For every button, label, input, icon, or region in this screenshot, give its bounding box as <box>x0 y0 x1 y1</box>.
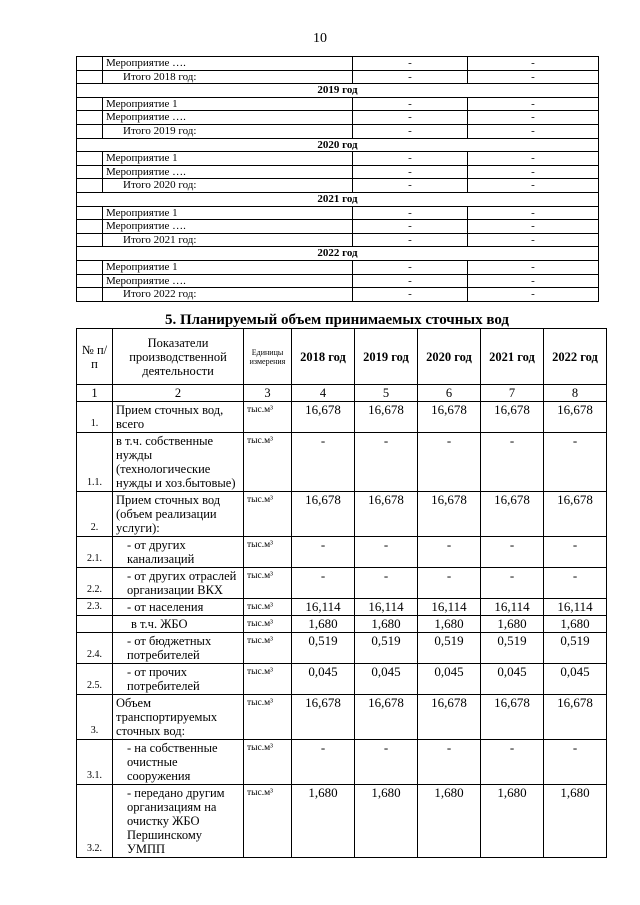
table-row <box>77 785 607 858</box>
blank-cell <box>77 274 103 288</box>
value-cell: - <box>353 57 468 71</box>
table-row <box>77 664 607 695</box>
table-row <box>77 740 607 785</box>
header-2021: 2021 год <box>481 329 544 385</box>
value-cell: 16,114 <box>292 599 355 616</box>
value-cell: 16,678 <box>292 695 355 740</box>
value-cell: 16,678 <box>544 402 607 433</box>
value-cell: - <box>468 70 599 84</box>
value-cell: 0,519 <box>481 633 544 664</box>
value-cell: - <box>353 97 468 111</box>
value-cell: 16,678 <box>418 695 481 740</box>
value-cell: - <box>468 260 599 274</box>
indicator-label: Прием сточных вод (объем реализации услуги): <box>113 492 244 537</box>
row-number: 2.5. <box>77 664 113 695</box>
year-header-row <box>77 192 599 206</box>
unit-cell: тыс.м³ <box>244 695 292 740</box>
value-cell: 16,678 <box>418 492 481 537</box>
section-title: 5. Планируемый объем принимаемых сточных вод <box>164 312 510 328</box>
col-number: 5 <box>355 385 418 402</box>
value-cell: - <box>353 70 468 84</box>
measure-row <box>77 274 599 288</box>
table-row <box>77 492 607 537</box>
value-cell: 1,680 <box>481 785 544 858</box>
value-cell: - <box>292 537 355 568</box>
total-row <box>77 179 599 193</box>
measure-label: Мероприятие 1 <box>103 206 353 220</box>
value-cell: - <box>353 260 468 274</box>
value-cell: - <box>353 152 468 166</box>
year-header-row <box>77 84 599 98</box>
header-2022: 2022 год <box>544 329 607 385</box>
value-cell: - <box>418 433 481 492</box>
value-cell: - <box>355 568 418 599</box>
value-cell: - <box>418 740 481 785</box>
value-cell: - <box>468 124 599 138</box>
blank-cell <box>77 233 103 247</box>
value-cell: - <box>544 433 607 492</box>
value-cell: - <box>468 97 599 111</box>
col-number: 3 <box>244 385 292 402</box>
row-number: 1.1. <box>77 433 113 492</box>
value-cell: 1,680 <box>292 785 355 858</box>
unit-cell: тыс.м³ <box>244 785 292 858</box>
value-cell: - <box>355 740 418 785</box>
value-cell: 1,680 <box>481 616 544 633</box>
value-cell: - <box>468 179 599 193</box>
value-cell: 0,045 <box>355 664 418 695</box>
value-cell: - <box>353 124 468 138</box>
measures-table <box>76 56 599 302</box>
value-cell: 0,519 <box>418 633 481 664</box>
header-2019: 2019 год <box>355 329 418 385</box>
unit-cell: тыс.м³ <box>244 433 292 492</box>
value-cell: - <box>544 568 607 599</box>
value-cell: 1,680 <box>544 785 607 858</box>
value-cell: 16,678 <box>481 402 544 433</box>
row-number: 2.3. <box>77 599 113 616</box>
total-label: Итого 2018 год: <box>103 70 353 84</box>
total-row <box>77 70 599 84</box>
col-number: 8 <box>544 385 607 402</box>
column-number-row <box>77 385 607 402</box>
col-number: 2 <box>113 385 244 402</box>
value-cell: 1,680 <box>355 785 418 858</box>
col-number: 6 <box>418 385 481 402</box>
indicator-label: - от населения <box>113 599 244 616</box>
value-cell: - <box>481 740 544 785</box>
value-cell: - <box>418 537 481 568</box>
indicator-label: Прием сточных вод, всего <box>113 402 244 433</box>
value-cell: 16,678 <box>544 695 607 740</box>
value-cell: 16,678 <box>355 695 418 740</box>
value-cell: - <box>468 220 599 234</box>
total-label: Итого 2021 год: <box>103 233 353 247</box>
value-cell: 16,114 <box>355 599 418 616</box>
blank-cell <box>77 57 103 71</box>
value-cell: 0,519 <box>355 633 418 664</box>
value-cell: 0,519 <box>292 633 355 664</box>
value-cell: - <box>292 433 355 492</box>
row-number: 3. <box>77 695 113 740</box>
year-label: 2020 год <box>77 138 599 152</box>
value-cell: - <box>292 568 355 599</box>
measure-row <box>77 260 599 274</box>
value-cell: - <box>468 57 599 71</box>
indicator-label: - передано другим организациям на очистку ЖБО Першинскому УМПП <box>113 785 244 858</box>
table-row <box>77 402 607 433</box>
measure-label: Мероприятие 1 <box>103 97 353 111</box>
value-cell: - <box>481 537 544 568</box>
table-row <box>77 599 607 616</box>
value-cell: - <box>468 165 599 179</box>
blank-cell <box>77 152 103 166</box>
unit-cell: тыс.м³ <box>244 537 292 568</box>
value-cell: - <box>353 206 468 220</box>
value-cell: 16,678 <box>481 695 544 740</box>
blank-cell <box>77 206 103 220</box>
value-cell: - <box>481 568 544 599</box>
header-2020: 2020 год <box>418 329 481 385</box>
measure-label: Мероприятие …. <box>103 274 353 288</box>
blank-cell <box>77 111 103 125</box>
value-cell: 16,678 <box>355 402 418 433</box>
indicator-label: Объем транспортируемых сточных вод: <box>113 695 244 740</box>
table-row <box>77 695 607 740</box>
unit-cell: тыс.м³ <box>244 740 292 785</box>
value-cell: 1,680 <box>418 785 481 858</box>
indicator-label: - от бюджетных потребителей <box>113 633 244 664</box>
value-cell: - <box>353 165 468 179</box>
year-label: 2022 год <box>77 247 599 261</box>
value-cell: 0,045 <box>481 664 544 695</box>
unit-cell: тыс.м³ <box>244 568 292 599</box>
measure-row <box>77 97 599 111</box>
value-cell: 16,114 <box>481 599 544 616</box>
total-row <box>77 233 599 247</box>
indicator-label: - от других канализаций <box>113 537 244 568</box>
value-cell: - <box>353 274 468 288</box>
row-number: 2.2. <box>77 568 113 599</box>
value-cell: 0,045 <box>544 664 607 695</box>
row-number: 3.2. <box>77 785 113 858</box>
measure-label: Мероприятие 1 <box>103 260 353 274</box>
unit-cell: тыс.м³ <box>244 599 292 616</box>
year-label: 2021 год <box>77 192 599 206</box>
value-cell: 1,680 <box>544 616 607 633</box>
table-row <box>77 633 607 664</box>
value-cell: 1,680 <box>418 616 481 633</box>
value-cell: - <box>481 433 544 492</box>
value-cell: - <box>468 288 599 302</box>
blank-cell <box>77 70 103 84</box>
row-number <box>77 616 113 633</box>
value-cell: - <box>468 233 599 247</box>
year-header-row <box>77 247 599 261</box>
total-row <box>77 124 599 138</box>
measure-row <box>77 206 599 220</box>
blank-cell <box>77 97 103 111</box>
row-number: 2.4. <box>77 633 113 664</box>
blank-cell <box>77 288 103 302</box>
indicator-label: - от других отраслей организации ВКХ <box>113 568 244 599</box>
blank-cell <box>77 165 103 179</box>
unit-cell: тыс.м³ <box>244 492 292 537</box>
measure-row <box>77 57 599 71</box>
year-header-row <box>77 138 599 152</box>
blank-cell <box>77 220 103 234</box>
measure-label: Мероприятие …. <box>103 57 353 71</box>
value-cell: 0,519 <box>544 633 607 664</box>
total-label: Итого 2020 год: <box>103 179 353 193</box>
value-cell: - <box>353 111 468 125</box>
value-cell: - <box>468 152 599 166</box>
col-number: 4 <box>292 385 355 402</box>
table-row <box>77 616 607 633</box>
year-label: 2019 год <box>77 84 599 98</box>
indicator-label: - на собственные очистные сооружения <box>113 740 244 785</box>
value-cell: 16,678 <box>355 492 418 537</box>
col-number: 7 <box>481 385 544 402</box>
measure-row <box>77 220 599 234</box>
table-row <box>77 537 607 568</box>
value-cell: 0,045 <box>418 664 481 695</box>
table-row <box>77 433 607 492</box>
header-indicator: Показатели производственной деятельности <box>113 329 244 385</box>
value-cell: 16,678 <box>292 492 355 537</box>
header-2018: 2018 год <box>292 329 355 385</box>
header-units: Единицы измерения <box>244 329 292 385</box>
unit-cell: тыс.м³ <box>244 664 292 695</box>
indicator-label: в т.ч. собственные нужды (технологические нужды и хоз.бытовые) <box>113 433 244 492</box>
indicator-label: - от прочих потребителей <box>113 664 244 695</box>
blank-cell <box>77 124 103 138</box>
col-number: 1 <box>77 385 113 402</box>
value-cell: - <box>353 179 468 193</box>
value-cell: - <box>468 274 599 288</box>
table-row <box>77 568 607 599</box>
value-cell: 0,045 <box>292 664 355 695</box>
wastewater-volume-table <box>76 328 607 858</box>
header-num: № п/п <box>77 329 113 385</box>
measure-row <box>77 111 599 125</box>
measure-label: Мероприятие …. <box>103 165 353 179</box>
measure-label: Мероприятие …. <box>103 220 353 234</box>
value-cell: 16,678 <box>481 492 544 537</box>
value-cell: - <box>468 206 599 220</box>
total-label: Итого 2019 год: <box>103 124 353 138</box>
header-row <box>77 329 607 385</box>
value-cell: - <box>355 537 418 568</box>
row-number: 3.1. <box>77 740 113 785</box>
measure-label: Мероприятие 1 <box>103 152 353 166</box>
value-cell: - <box>544 740 607 785</box>
value-cell: - <box>353 233 468 247</box>
value-cell: - <box>353 220 468 234</box>
indicator-label: в т.ч. ЖБО <box>113 616 244 633</box>
value-cell: - <box>355 433 418 492</box>
value-cell: - <box>292 740 355 785</box>
blank-cell <box>77 179 103 193</box>
measure-label: Мероприятие …. <box>103 111 353 125</box>
value-cell: - <box>544 537 607 568</box>
total-row <box>77 288 599 302</box>
measure-row <box>77 152 599 166</box>
blank-cell <box>77 260 103 274</box>
page-number: 10 <box>313 31 327 46</box>
value-cell: - <box>468 111 599 125</box>
unit-cell: тыс.м³ <box>244 633 292 664</box>
unit-cell: тыс.м³ <box>244 616 292 633</box>
value-cell: 16,114 <box>418 599 481 616</box>
total-label: Итого 2022 год: <box>103 288 353 302</box>
value-cell: 16,678 <box>544 492 607 537</box>
value-cell: - <box>418 568 481 599</box>
value-cell: 1,680 <box>355 616 418 633</box>
measure-row <box>77 165 599 179</box>
value-cell: 16,678 <box>292 402 355 433</box>
row-number: 2.1. <box>77 537 113 568</box>
row-number: 1. <box>77 402 113 433</box>
value-cell: - <box>353 288 468 302</box>
value-cell: 1,680 <box>292 616 355 633</box>
unit-cell: тыс.м³ <box>244 402 292 433</box>
value-cell: 16,678 <box>418 402 481 433</box>
row-number: 2. <box>77 492 113 537</box>
value-cell: 16,114 <box>544 599 607 616</box>
